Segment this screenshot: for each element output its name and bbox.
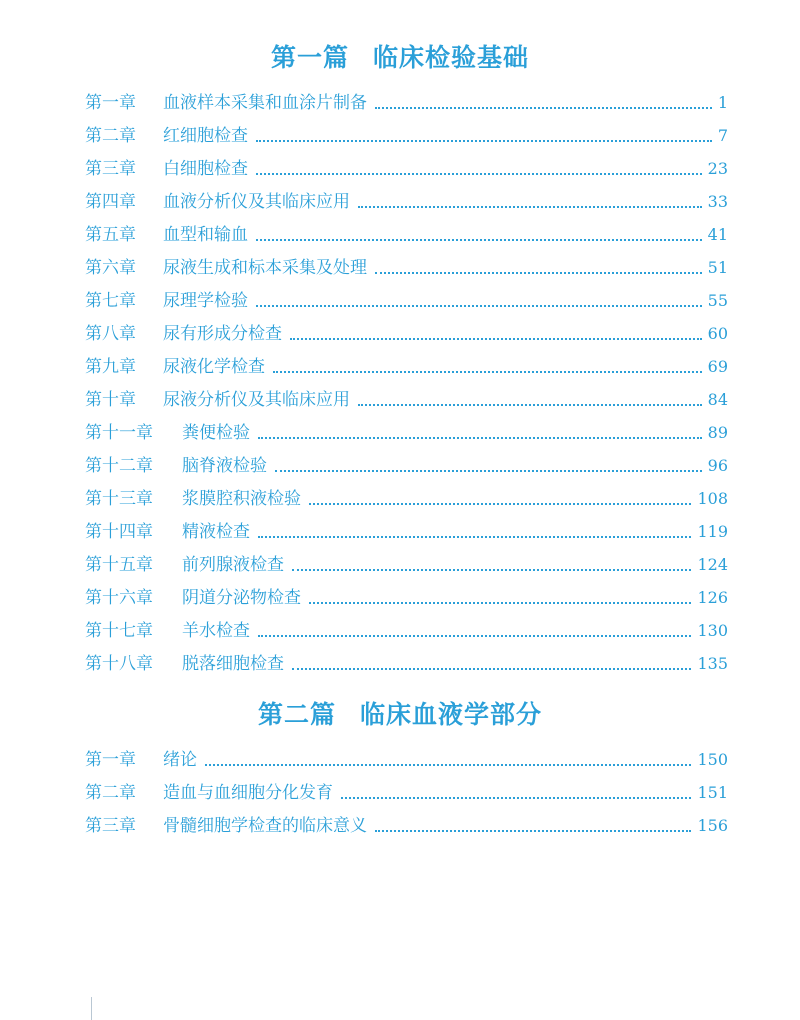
- page-number: 51: [707, 258, 728, 277]
- page-number: 126: [697, 588, 728, 607]
- chapter-number: 第三章: [85, 159, 136, 179]
- toc-entry[interactable]: [85, 123, 728, 156]
- chapter-number: 第十八章: [85, 654, 153, 674]
- chapter-title: 血型和输血: [163, 225, 248, 245]
- dot-leader: [256, 305, 702, 307]
- page-number: 130: [697, 621, 728, 640]
- toc-entry[interactable]: [85, 387, 728, 420]
- dot-leader: [256, 173, 702, 175]
- page-number: 89: [707, 423, 728, 442]
- part-label: 第一篇: [270, 43, 349, 72]
- chapter-title: 精液检查: [182, 522, 250, 542]
- chapter-title: 前列腺液检查: [182, 555, 284, 575]
- dot-leader: [258, 635, 691, 637]
- page-number: 23: [707, 159, 728, 178]
- chapter-title: 骨髓细胞学检查的临床意义: [163, 816, 367, 836]
- chapter-number: 第十五章: [85, 555, 153, 575]
- chapter-number: 第四章: [85, 192, 136, 212]
- page-number: 108: [697, 489, 728, 508]
- chapter-title: 脑脊液检验: [182, 456, 267, 476]
- chapter-number: 第五章: [85, 225, 136, 245]
- chapter-title: 粪便检验: [182, 423, 250, 443]
- dot-leader: [256, 239, 702, 241]
- toc-entry[interactable]: [85, 813, 728, 846]
- chapter-number: 第八章: [85, 324, 136, 344]
- dot-leader: [375, 830, 691, 832]
- chapter-number: 第二章: [85, 783, 136, 803]
- chapter-number: 第六章: [85, 258, 136, 278]
- chapter-number: 第九章: [85, 357, 136, 377]
- dot-leader: [290, 338, 702, 340]
- page-number: 150: [697, 750, 728, 769]
- chapter-title: 血液样本采集和血涂片制备: [163, 93, 367, 113]
- part-name: 临床血液学部分: [360, 700, 543, 729]
- page-number: 60: [707, 324, 728, 343]
- chapter-title: 红细胞检查: [163, 126, 248, 146]
- page-number: 33: [707, 192, 728, 211]
- chapter-number: 第三章: [85, 816, 136, 836]
- chapter-number: 第十四章: [85, 522, 153, 542]
- page-number: 84: [707, 390, 728, 409]
- dot-leader: [258, 536, 691, 538]
- toc-entry[interactable]: [85, 420, 728, 453]
- toc-list-part1: [85, 90, 728, 684]
- dot-leader: [256, 140, 712, 142]
- page-number: 41: [707, 225, 728, 244]
- page-number: 96: [707, 456, 728, 475]
- toc-entry[interactable]: [85, 255, 728, 288]
- chapter-title: 尿液生成和标本采集及处理: [163, 258, 367, 278]
- chapter-number: 第十章: [85, 390, 136, 410]
- chapter-title: 造血与血细胞分化发育: [163, 783, 333, 803]
- toc-entry[interactable]: [85, 90, 728, 123]
- page-number: 156: [697, 816, 728, 835]
- toc-entry[interactable]: [85, 321, 728, 354]
- chapter-title: 脱落细胞检查: [182, 654, 284, 674]
- chapter-number: 第二章: [85, 126, 136, 146]
- dot-leader: [358, 206, 702, 208]
- part-title: [0, 38, 800, 74]
- dot-leader: [292, 569, 691, 571]
- chapter-title: 白细胞检查: [163, 159, 248, 179]
- toc-entry[interactable]: [85, 747, 728, 780]
- chapter-number: 第十三章: [85, 489, 153, 509]
- toc-entry[interactable]: [85, 354, 728, 387]
- toc-list-part2: [85, 747, 728, 846]
- chapter-title: 尿液分析仪及其临床应用: [163, 390, 350, 410]
- dot-leader: [375, 272, 702, 274]
- page-number: 151: [697, 783, 728, 802]
- dot-leader: [375, 107, 712, 109]
- chapter-number: 第七章: [85, 291, 136, 311]
- page-number: 135: [697, 654, 728, 673]
- toc-entry[interactable]: [85, 189, 728, 222]
- chapter-number: 第一章: [85, 750, 136, 770]
- margin-divider: [91, 997, 92, 1020]
- chapter-number: 第十六章: [85, 588, 153, 608]
- part-label: 第二篇: [257, 700, 336, 729]
- toc-entry[interactable]: [85, 585, 728, 618]
- chapter-number: 第十一章: [85, 423, 153, 443]
- toc-entry[interactable]: [85, 156, 728, 189]
- dot-leader: [309, 503, 691, 505]
- toc-entry[interactable]: [85, 780, 728, 813]
- part-title: [0, 695, 800, 731]
- dot-leader: [292, 668, 691, 670]
- toc-entry[interactable]: [85, 618, 728, 651]
- chapter-title: 尿有形成分检查: [163, 324, 282, 344]
- dot-leader: [341, 797, 691, 799]
- toc-entry[interactable]: [85, 453, 728, 486]
- chapter-number: 第一章: [85, 93, 136, 113]
- page-number: 124: [697, 555, 728, 574]
- chapter-title: 羊水检查: [182, 621, 250, 641]
- part-name: 临床检验基础: [373, 43, 530, 72]
- dot-leader: [258, 437, 702, 439]
- page-number: 7: [717, 126, 728, 145]
- toc-entry[interactable]: [85, 651, 728, 684]
- chapter-title: 血液分析仪及其临床应用: [163, 192, 350, 212]
- dot-leader: [205, 764, 691, 766]
- chapter-title: 阴道分泌物检查: [182, 588, 301, 608]
- dot-leader: [275, 470, 702, 472]
- page-number: 119: [697, 522, 728, 541]
- chapter-title: 绪论: [163, 750, 197, 770]
- toc-entry[interactable]: [85, 519, 728, 552]
- page-number: 55: [707, 291, 728, 310]
- dot-leader: [273, 371, 702, 373]
- chapter-title: 尿理学检验: [163, 291, 248, 311]
- chapter-title: 尿液化学检查: [163, 357, 265, 377]
- toc-entry[interactable]: [85, 288, 728, 321]
- toc-entry[interactable]: [85, 222, 728, 255]
- page-number: 1: [717, 93, 728, 112]
- page-number: 69: [707, 357, 728, 376]
- chapter-title: 浆膜腔积液检验: [182, 489, 301, 509]
- dot-leader: [358, 404, 702, 406]
- dot-leader: [309, 602, 691, 604]
- toc-entry[interactable]: [85, 552, 728, 585]
- chapter-number: 第十七章: [85, 621, 153, 641]
- toc-entry[interactable]: [85, 486, 728, 519]
- chapter-number: 第十二章: [85, 456, 153, 476]
